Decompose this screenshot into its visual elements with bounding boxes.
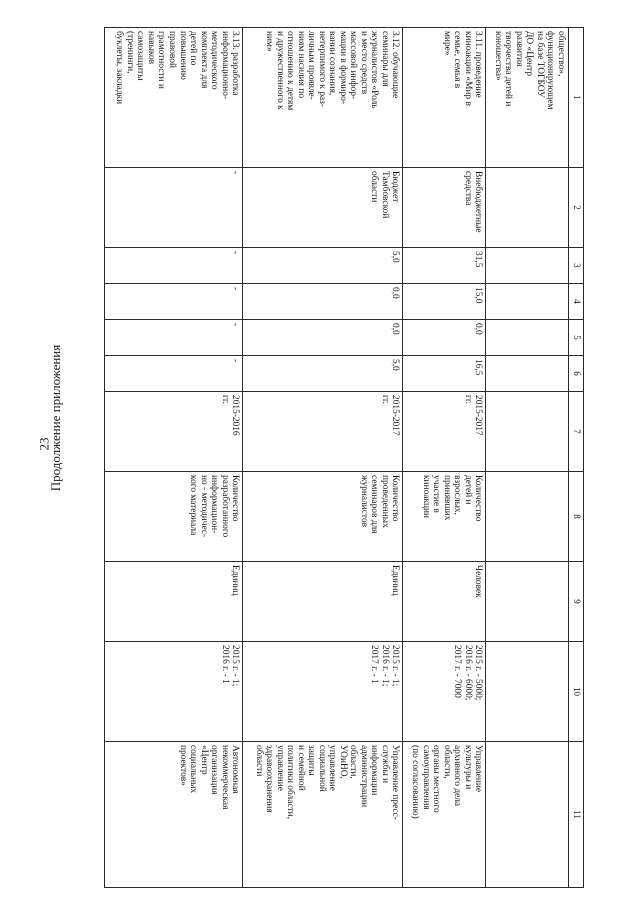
table-cell-c2 xyxy=(486,168,569,248)
cell-text: 2015-2017 гг. xyxy=(462,395,484,436)
table-cell-c8 xyxy=(243,472,403,562)
column-header: 2 xyxy=(569,168,584,248)
cell-text: - xyxy=(230,359,241,363)
table-cell-c5 xyxy=(403,320,486,356)
cell-text: Единиц xyxy=(390,565,401,596)
column-header: 7 xyxy=(569,392,584,472)
cell-text: - xyxy=(230,171,241,175)
cell-text: Количество детей и взрослых, принявших участие в киноакции xyxy=(420,475,484,522)
cell-text: Единиц xyxy=(230,565,241,596)
table-cell-c6 xyxy=(486,356,569,392)
cell-text: Человек xyxy=(473,565,484,598)
column-header: 6 xyxy=(569,356,584,392)
cell-text: Управление пресс- службы и информации администрации области, УОиНО, управление социальной защиты и семейной политики области, управление здравоохранения области xyxy=(253,745,401,820)
table-row xyxy=(486,28,569,888)
appendix-continuation-header: Продолжение приложения xyxy=(48,344,63,492)
table-cell-c8 xyxy=(486,472,569,562)
table-cell-c4 xyxy=(403,284,486,320)
table-cell-c8 xyxy=(403,472,486,562)
table-cell-c2 xyxy=(105,168,243,248)
table-cell-c11 xyxy=(243,742,403,888)
table-cell-c6 xyxy=(403,356,486,392)
column-header: 1 xyxy=(569,28,584,168)
column-header: 11 xyxy=(569,742,584,888)
table-cell-c11 xyxy=(486,742,569,888)
cell-text: - xyxy=(230,287,241,291)
table-cell-c11 xyxy=(105,742,243,888)
rotated-table-container xyxy=(104,27,584,887)
table-cell-c9 xyxy=(105,562,243,642)
table-cell-c5 xyxy=(243,320,403,356)
column-header: 5 xyxy=(569,320,584,356)
cell-text: - xyxy=(230,323,241,327)
table-row xyxy=(105,28,243,888)
table-cell-c6 xyxy=(105,356,243,392)
cell-text: 5,0 xyxy=(390,359,401,371)
cell-text: 15,0 xyxy=(473,287,484,304)
table-cell-c9 xyxy=(403,562,486,642)
table-cell-c4 xyxy=(243,284,403,320)
table-cell-c7 xyxy=(243,392,403,472)
table-row xyxy=(403,28,486,888)
table-cell-c9 xyxy=(486,562,569,642)
table-cell-c1 xyxy=(243,28,403,168)
table-cell-c3 xyxy=(403,248,486,284)
cell-text: Управление культуры и архивного дела области, органы местного самоуправления (по согласованию) xyxy=(410,745,484,819)
table-cell-c2 xyxy=(243,168,403,248)
table-cell-c4 xyxy=(486,284,569,320)
table-cell-c6 xyxy=(243,356,403,392)
cell-text: 2015 г. - 5000; 2016 г. - 6000; 2017 г. - 7000 xyxy=(452,645,484,701)
cell-text: Количество проведенных семинаров для журналистов xyxy=(358,475,401,534)
table-cell-c7 xyxy=(105,392,243,472)
table-cell-c7 xyxy=(486,392,569,472)
cell-text: 31,5 xyxy=(473,251,484,268)
cell-text: Автономная некоммерческая организация «Центр социальных проектов» xyxy=(177,745,241,810)
table-cell-c10 xyxy=(403,642,486,742)
table-cell-c4 xyxy=(105,284,243,320)
cell-text: 2015-2017 гг. xyxy=(379,395,401,436)
cell-text: 3.11. проведение киноакции «Мир в семье, семья в мире» xyxy=(441,31,484,106)
table-cell-c1 xyxy=(486,28,569,168)
table-cell-c11 xyxy=(403,742,486,888)
cell-text: 0,0 xyxy=(473,323,484,335)
cell-text: 3.13. разработка информационно- методического комплекта для детей по повышению правовой грамотности и навыков самозащиты (тренинги, буклеты, закладки xyxy=(114,31,241,105)
table-cell-c10 xyxy=(243,642,403,742)
cell-text: Бюджет Тамбовской области xyxy=(369,171,401,219)
page-number: 23 xyxy=(36,437,52,451)
cell-text: 2015-2016 гг. xyxy=(219,395,241,436)
cell-text: - xyxy=(230,251,241,255)
cell-text: Внебюджетные средства xyxy=(462,171,484,233)
table-cell-c5 xyxy=(486,320,569,356)
table-cell-c3 xyxy=(486,248,569,284)
cell-text: 0,0 xyxy=(390,323,401,335)
table-cell-c5 xyxy=(105,320,243,356)
table-cell-c3 xyxy=(243,248,403,284)
cell-text: 5,0 xyxy=(390,251,401,263)
table-cell-c8 xyxy=(105,472,243,562)
column-header: 4 xyxy=(569,284,584,320)
appendix-table xyxy=(104,27,584,888)
table-cell-c3 xyxy=(105,248,243,284)
table-cell-c1 xyxy=(105,28,243,168)
header-row xyxy=(569,28,584,888)
cell-text: 3.12. обучающие семинары для журналистов «Роль и место средств массовой инфор- мации в формиро- вании сознания, нетерпимого к раз- личным проявле- ниям насилия по отношению к детям и дружественного к ним» xyxy=(264,31,401,111)
cell-text: общество», функционирующем на базе ТОГБОУ ДО «Центр развития творчества детей и юношества» xyxy=(492,31,566,110)
cell-text: 2015 г. - 1; 2016 г. - 1 xyxy=(219,645,241,687)
column-header: 3 xyxy=(569,248,584,284)
cell-text: 0,0 xyxy=(390,287,401,299)
table-cell-c9 xyxy=(243,562,403,642)
table-row xyxy=(243,28,403,888)
table-cell-c2 xyxy=(403,168,486,248)
column-header: 9 xyxy=(569,562,584,642)
cell-text: Количество разработанного информацион- но - методичес- кого материала xyxy=(188,475,241,538)
column-header: 10 xyxy=(569,642,584,742)
table-cell-c10 xyxy=(105,642,243,742)
cell-text: 16,5 xyxy=(473,359,484,376)
table-cell-c7 xyxy=(403,392,486,472)
table-cell-c10 xyxy=(486,642,569,742)
table-cell-c1 xyxy=(403,28,486,168)
column-header: 8 xyxy=(569,472,584,562)
cell-text: 2015 г. - 1; 2016 г. - 1; 2017 г. - 1 xyxy=(369,645,401,687)
